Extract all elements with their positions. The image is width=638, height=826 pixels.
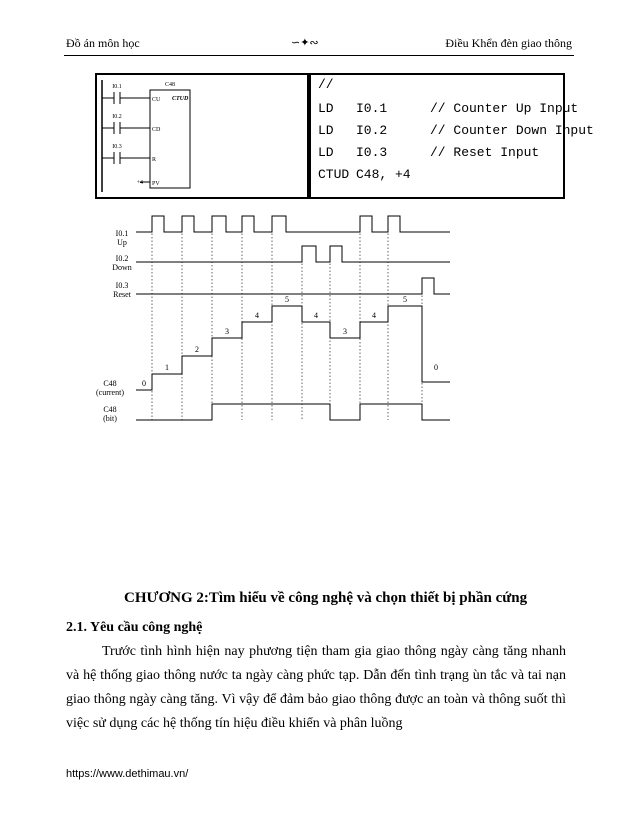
header-topic: Điều Khển đèn giao thông: [445, 36, 572, 50]
signal-current-name: C48: [103, 379, 117, 388]
stl-comment: //: [318, 77, 334, 92]
stl-op-2: LD: [318, 123, 334, 138]
counter-block: [150, 90, 190, 188]
trace-current: [136, 306, 450, 390]
signal-down-sub: Down: [112, 263, 132, 272]
timing-diagram: [90, 208, 460, 448]
header-rule: [64, 55, 574, 56]
pin-r: R: [152, 157, 157, 163]
count-label-2: 2: [195, 345, 199, 354]
counter-figure: [96, 74, 594, 202]
signal-down-name: I0.2: [115, 254, 129, 263]
pv-value: +4: [136, 180, 143, 186]
footer-url[interactable]: https://www.dethimau.vn/: [66, 768, 189, 780]
counter-type: CTUD: [172, 96, 189, 102]
stl-arg-1: I0.1: [356, 101, 388, 116]
count-label-7: 3: [343, 327, 347, 336]
pin-pv: PV: [152, 181, 160, 187]
signal-reset-name: I0.3: [115, 281, 129, 290]
count-label-4: 4: [255, 311, 259, 320]
count-label-3: 3: [225, 327, 229, 336]
stl-comment-2: // Counter Down Input: [430, 123, 594, 138]
time-markers: [152, 216, 422, 420]
ladder-input-2: I0.2: [112, 114, 122, 120]
stl-listing: [318, 77, 594, 182]
count-label-8: 4: [372, 311, 376, 320]
trace-bit: [136, 404, 450, 420]
stl-op-4: CTUD: [318, 167, 350, 182]
trace-down: [136, 246, 450, 262]
count-label-9: 5: [403, 295, 407, 304]
header-ornament: ∽✦∾: [291, 36, 319, 49]
stl-op-3: LD: [318, 145, 334, 160]
stl-arg-2: I0.2: [356, 123, 388, 138]
pin-cd: CD: [152, 127, 161, 133]
stl-comment-3: // Reset Input: [430, 145, 540, 160]
count-label-0: 0: [142, 379, 146, 388]
count-label-5: 5: [285, 295, 289, 304]
signal-up-sub: Up: [117, 238, 127, 247]
trace-reset: [136, 278, 450, 294]
ladder-frame: [96, 74, 308, 198]
pin-cu: CU: [152, 97, 161, 103]
signal-reset-sub: Reset: [113, 290, 131, 299]
body-paragraph: Trước tình hình hiện nay phương tiện tham gia giao thông ngày càng tăng nhanh và hệ thống giao thông nước ta ngày càng phức tạp. Dẫn đến tình trạng ùn tắc và tai nạn giao thông ngày càng tăng. Vì vậy để đảm bảo giao thông được an toàn và thông suốt thì việc sử dụng các hệ thống tín hiệu điều khiển và phân luồng: [66, 644, 566, 731]
signal-current-sub: (current): [96, 388, 124, 397]
trace-up: [136, 216, 450, 232]
counter-name: C48: [164, 82, 176, 88]
chapter-title: CHƯƠNG 2:Tìm hiểu về công nghệ và chọn thiết bị phần cứng: [124, 590, 528, 606]
stl-op-1: LD: [318, 101, 334, 116]
rung-r: [102, 144, 150, 164]
stl-arg-3: I0.3: [356, 145, 388, 160]
count-label-10: 0: [434, 363, 438, 372]
header-doc-title: Đồ án môn học: [66, 36, 140, 50]
signal-up-name: I0.1: [115, 229, 129, 238]
signal-bit-sub: (bit): [103, 414, 117, 423]
signal-bit-name: C48: [103, 405, 117, 414]
count-label-1: 1: [165, 363, 169, 372]
count-label-6: 4: [314, 311, 318, 320]
rung-cu: [102, 84, 150, 104]
rung-cd: [102, 114, 150, 134]
section-title: 2.1. Yêu cầu công nghệ: [66, 620, 203, 635]
stl-comment-1: // Counter Up Input: [430, 101, 579, 116]
stl-arg-4: C48, +4: [356, 167, 411, 182]
ladder-input-3: I0.3: [112, 144, 122, 150]
ladder-input-1: I0.1: [112, 84, 122, 90]
